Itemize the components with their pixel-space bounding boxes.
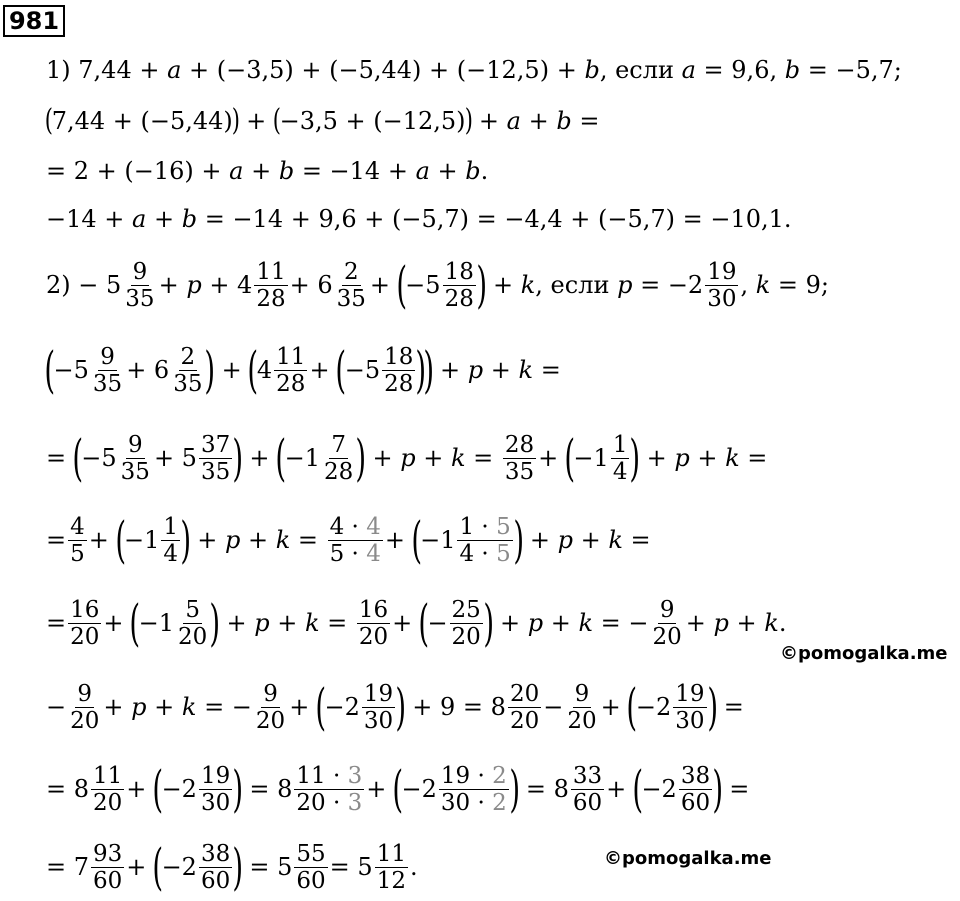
solution-page: 981 1) 7,44 + a + (−3,5) + (−5,44) + (−12,5) + b , если a = 9,6, b = −5,7; ( 7,44 + (−5,44) ) + ( −3,5 + (−12,5) ) + a + b = = 2 + (−16) + a + b = −14 + a + b . −14 + a + b = −14 + 9,6 + (−5,7) = −4,4 + (−5,7) = −10,1. 2) − 5 $\frac{9}{35}$ + p + 4 $\frac{11}{28}$ + 6 $\frac{2}{35}$ + ( −5 $\frac{18}{28}$ ) + k , если p = −2 $\frac{19}{30}$ , k = 9; ( −5 $\frac{9}{35}$ + 6 $\frac{2}{35}$ ) + ( 4 $\frac{11}{28}$ + ( −5 $\frac{18}{28}$ ) ) + p + k = = ( −5 $\frac{9}{35}$ + 5 $\frac{37}{35}$ ) + ( −1 $\frac{7}{28}$ ) + p + k = $\frac{28}{35}$ + ( −1 $\frac{1}{4}$ ) + p + k = = $\frac{4}{5}$ + ( −1 $\frac{1}{4}$ ) + p + k = $\frac{4 \cdot 4}{5 \cdot 4}$ + ( −1 $\frac{1 \cdot 5}{4 \cdot 5}$ ) + p + k = = $\frac{16}{20}$ + ( −1 $\frac{5}{20}$ ) + p + k = $\frac{16}{20}$ + ( − $\frac{25}{20}$ ) + p + k = − $\frac{9}{20}$ + p + k . ©pomogalka.me − $\frac{9}{20}$ + p + k = − $\frac{9}{20}$ + ( −2 $\frac{19}{30}$ ) + 9 = 8 $\frac{20}{20}$ − $\frac{9}{20}$ + ( −2 $\frac{19}{30}$ ) = = 8 $\frac{11}{20}$ + ( −2 $\frac{19}{30}$ ) = 8 $\frac{11 \cdot 3}{20 \cdot 3}$ + ( −2 $\frac{19 \cdot 2}{30 \cdot 2}$ ) = 8 $\frac{33}{60}$ + ( −2 $\frac{38}{60}$ ) = = 7 $\frac{93}{60}$ + ( −2 $\frac{38}{60}$ ) = 5 $\frac{55}{60}$ = 5 $\frac{11}{12}$ . ©pomogalka.me [0,0,960,901]
watermark: ©pomogalka.me [604,848,772,869]
watermark: ©pomogalka.me [780,643,948,664]
part1-label: 1) [46,56,71,84]
problem-number: 981 [3,5,65,37]
part2-label: 2) [46,271,71,299]
